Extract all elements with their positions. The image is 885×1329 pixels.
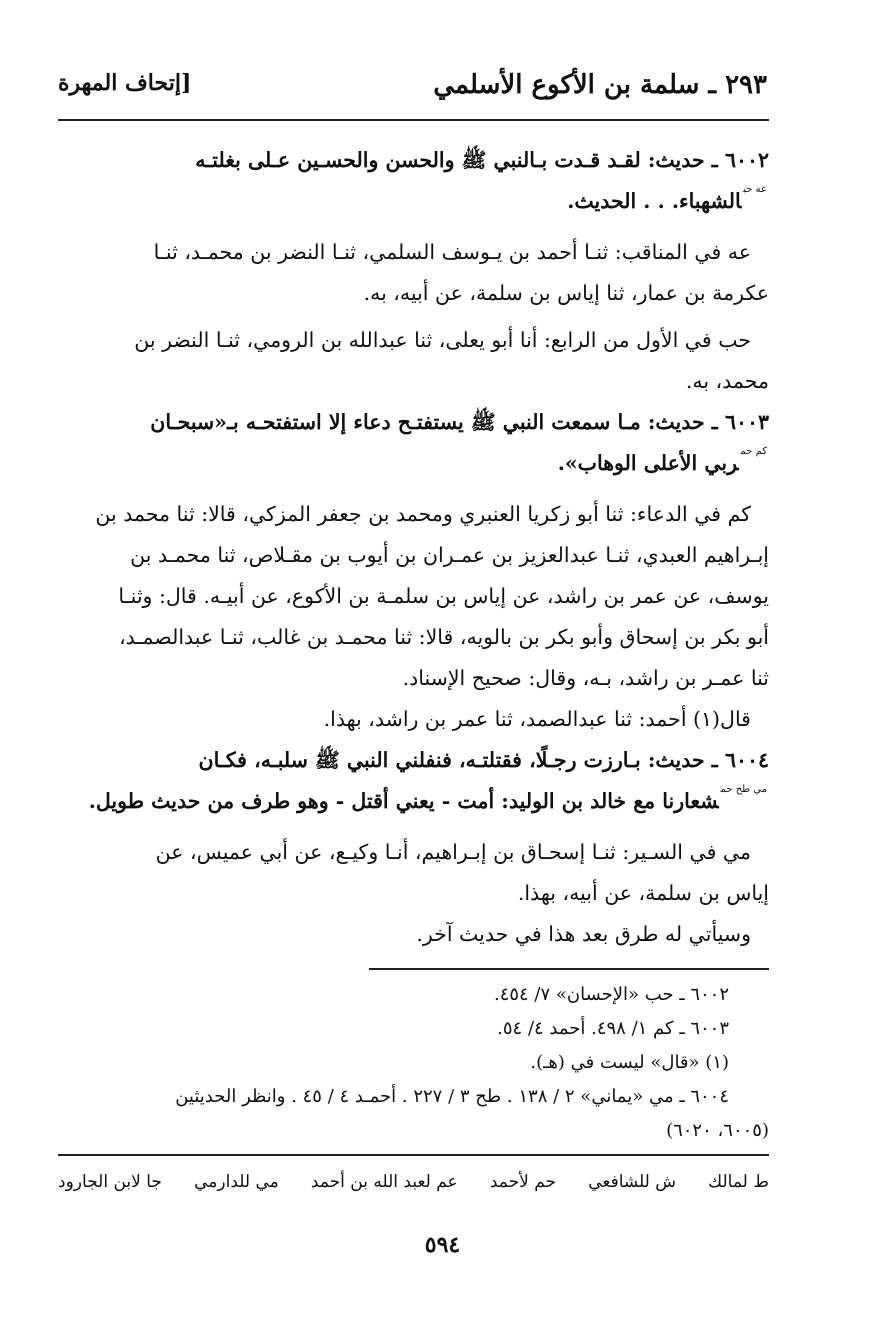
footnotes <box>58 978 769 1148</box>
hadith-6003-source-1-line-4: أبو بكر بن إسحاق وأبو بكر بن بالويه، قالا: ثنا محمـد بن غالب، ثنـا عبدالصمـد، <box>119 625 769 649</box>
footnote-6004-line-2: (٦٠٠٥، ٦٠٢٠) <box>666 1120 769 1141</box>
hadith-6003-heading-text: ٦٠٠٣ ـ حديث: مـا سمعت النبي ﷺ يستفتـح دعاء إلا استفتحـه بـ«سبحـان <box>150 410 769 434</box>
hadith-6002-source-1-line-1: عه في المناقب: ثنـا أحمد بن يـوسف السلمي، ثنـا النضر بن محمـد، ثنـا <box>153 240 751 264</box>
hadith-6002-heading-cont <box>58 181 769 226</box>
footnote-1: (١) «قال» ليست في (هـ). <box>530 1052 729 1073</box>
abbr-item: مي للدارمي <box>194 1172 279 1192</box>
hadith-6002-heading <box>58 140 769 181</box>
hadith-6002-source-2-line-1: حب في الأول من الرابع: أنا أبو يعلى، ثنا عبدالله بن الرومي، ثنـا النضر بن <box>134 328 751 352</box>
hadith-6003-source-1-line-1: كم في الدعاء: ثنا أبو زكريا العنبري ومحمد بن جعفر المزكي، قالا: ثنا محمد بن <box>95 502 751 526</box>
running-title: ٢٩٣ ـ سلمة بن الأكوع الأسلمي <box>433 70 767 100</box>
footnote-rule <box>369 968 769 970</box>
hadith-6002-source-1-line-2: عكرمة بن عمار، ثنا إياس بن سلمة، عن أبيه، به. <box>363 281 769 305</box>
abbr-item: عم لعبد الله بن أحمد <box>310 1172 458 1192</box>
hadith-6004-source-codes: مي طح حم <box>720 784 767 795</box>
header-rule <box>58 119 769 121</box>
book-title: [إتحاف المهرة <box>58 70 192 96</box>
hadith-6004-heading-cont-text: شعارنا مع خالد بن الوليد: أمت - يعني أقتل - وهو طرف من حديث طويل. <box>88 789 719 813</box>
abbr-item: ش للشافعي <box>588 1172 677 1192</box>
hadith-6003-source-codes: كم حم <box>740 446 767 457</box>
abbreviations-key <box>58 1172 769 1192</box>
hadith-6004-heading <box>58 740 769 781</box>
hadith-6003-heading <box>58 402 769 443</box>
footnote-6003: ٦٠٠٣ ـ كم ١/ ٤٩٨. أحمد ٤/ ٥٤. <box>497 1018 729 1039</box>
main-text <box>58 140 769 955</box>
hadith-6002-source-codes: عه حب <box>743 184 767 195</box>
footnote-6002: ٦٠٠٢ ـ حب «الإحسان» ٧/ ٤٥٤. <box>493 984 729 1005</box>
hadith-6003-source-2-line-1: قال(١) أحمد: ثنا عبدالصمد، ثنا عمر بن راشد، بهذا. <box>323 707 751 731</box>
page-number: ٥٩٤ <box>424 1232 461 1258</box>
hadith-6003-heading-cont <box>58 443 769 488</box>
hadith-6002-source-2-line-2: محمد، به. <box>685 369 769 393</box>
abbr-item: جا لابن الجارود <box>58 1172 162 1192</box>
hadith-6004-heading-text: ٦٠٠٤ ـ حديث: بـارزت رجـلًا، فقتلتـه، فنفلني النبي ﷺ سلبـه، فكـان <box>198 748 769 772</box>
hadith-6002-heading-cont-text: الشهباء. . . الحديث. <box>567 189 742 213</box>
abbr-item: ط لمالك <box>708 1172 769 1192</box>
hadith-6003-source-1-line-3: يوسف، عن عمر بن راشد، عن إياس بن سلمـة بن الأكوع، عن أبيـه. قال: وثنـا <box>118 584 769 608</box>
hadith-6004-source-1-line-1: مي في السـير: ثنـا إسحـاق بن إبـراهيم، أنـا وكيـع، عن أبي عميس، عن <box>155 840 751 864</box>
abbr-item: حم لأحمد <box>489 1172 557 1192</box>
abbreviations-rule <box>58 1154 769 1156</box>
hadith-6004-heading-cont <box>58 781 769 826</box>
hadith-6003-heading-cont-text: ربي الأعلى الوهاب». <box>557 451 739 475</box>
footnote-6004-line-1: ٦٠٠٤ ـ مي «يماني» ٢ / ١٣٨ . طح ٣ / ٢٢٧ . أحمـد ٤ / ٤٥ . وانظر الحديثين <box>175 1086 729 1107</box>
hadith-6002-heading-text: ٦٠٠٢ ـ حديث: لقـد قـدت بـالنبي ﷺ والحسن والحسـين عـلى بغلتـه <box>195 148 769 172</box>
hadith-6003-source-1-line-2: إبـراهيم العبدي، ثنـا عبدالعزيز بن عمـران بن أيوب بن مقـلاص، ثنا محمـد بن <box>130 543 769 567</box>
hadith-6004-source-1-line-2: إياس بن سلمة، عن أبيه، بهذا. <box>517 881 769 905</box>
hadith-6003-source-1-line-5: ثنا عمـر بن راشد، بـه، وقال: صحيح الإسناد. <box>402 666 769 690</box>
hadith-6004-note: وسيأتي له طرق بعد هذا في حديث آخر. <box>416 922 751 946</box>
